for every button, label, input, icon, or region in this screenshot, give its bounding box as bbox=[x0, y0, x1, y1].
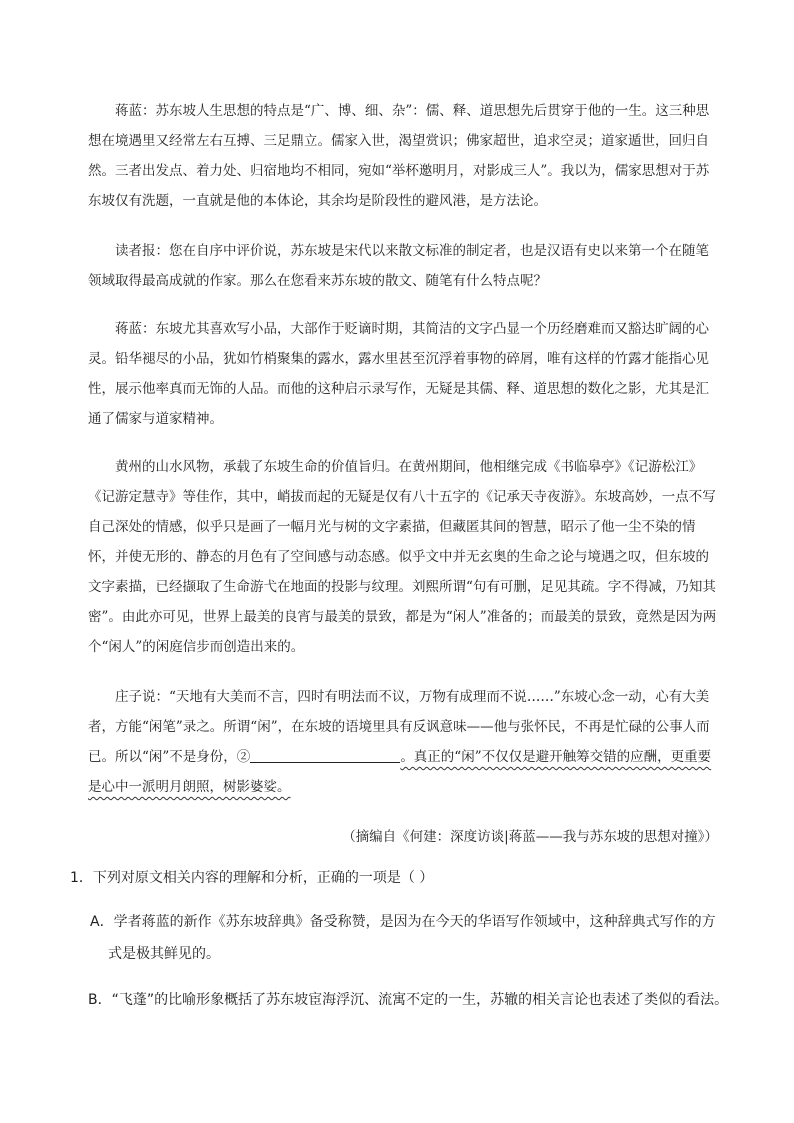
source-citation: （摘编自《何建：深度访谈|蒋蓝——我与苏东坡的思想对撞》） bbox=[342, 829, 718, 845]
paragraph-1: 蒋蓝：苏东坡人生思想的特点是“广、博、细、杂”：儒、释、道思想先后贯穿于他的一生。这三种思想在境遇里又经常左右互搏、三足鼎立。儒家入世，渴望赏识；佛家超世，追求空灵；道家遁世，回归自然。三者出发点、着力处、归宿地均不相同，宛如“举杯邀明月，对影成三人”。我以为，儒家思想对于苏东坡仅有洗题，一直就是他的本体论，其余均是阶段性的避风港，是方法论。 bbox=[88, 103, 710, 209]
option-a-line1: A．学者蒋蓝的新作《苏东坡辞典》备受称赞，是因为在今天的华语写作领域中，这种辞典式写作的方 bbox=[90, 914, 716, 930]
paragraph-5-text-a: 庄子说：“天地有大美而不言，四时有明法而不议，万物有成理而不说……”东坡心念一动，心有大美者，方能“闲笔”录之。所谓“闲”，在东坡的语境里具有反讽意味——他与张怀民，不再是忙碌的公事人而已。所以“闲”不是身份，② bbox=[88, 689, 710, 765]
option-a-line2: 式是极其鲜见的。 bbox=[108, 946, 220, 962]
paragraph-5 bbox=[88, 682, 718, 802]
option-a bbox=[88, 906, 730, 970]
fill-in-blank bbox=[250, 746, 400, 763]
paragraph-3: 蒋蓝：东坡尤其喜欢写小品，大部作于贬谪时期，其简洁的文字凸显一个历经磨难而又豁达旷阔的心灵。铅华褪尽的小品，犹如竹梢聚集的露水，露水里甚至沉浮着事物的碎屑，唯有这样的竹露才能指心见性，展示他率真而无饰的人品。而他的这种启示录写作，无疑是其儒、释、道思想的数化之影，尤其是汇通了儒家与道家精神。 bbox=[88, 321, 709, 427]
option-b: B．“飞蓬”的比喻形象概括了苏东坡宦海浮沉、流寓不定的一生，苏辙的相关言论也表述了类似的看法。 bbox=[88, 992, 729, 1008]
paragraph-2: 读者报：您在自序中评价说，苏东坡是宋代以来散文标准的制定者，也是汉语有史以来第一个在随笔领域取得最高成就的作家。那么在您看来苏东坡的散文、随笔有什么特点呢？ bbox=[88, 243, 709, 289]
paragraph-4: 黄州的山水风物，承载了东坡生命的价值旨归。在黄州期间，他相继完成《书临皋亭》《记游松江》《记游定慧寺》等佳作，其中，峭拔而起的无疑是仅有八十五字的《记承天寺夜游》。东坡高妙，一点不写自己深处的情感，似乎只是画了一幅月光与树的文字素描，但藏匿其间的智慧，昭示了他一尘不染的情怀，并使无形的、静态的月色有了空间感与动态感。似乎文中并无玄奥的生命之论与境遇之叹，但东坡的文字素描，已经撷取了生命游弋在地面的投影与纹理。刘熙所谓“句有可删，足见其疏。字不得减，乃知其密”。由此亦可见，世界上最美的良宵与最美的景致，都是为“闲人”准备的；而最美的景致，竟然是因为两个“闲人”的闲庭信步而创造出来的。 bbox=[88, 459, 717, 655]
question-stem: 1．下列对原文相关内容的理解和分析，正确的一项是（ ） bbox=[70, 870, 434, 886]
paragraph-5-text-b-wavy: 。真正的“闲”不仅仅是避开触筹交错的应酬，更重要是心中一派明月朗照，树影婆娑。 bbox=[88, 749, 712, 795]
